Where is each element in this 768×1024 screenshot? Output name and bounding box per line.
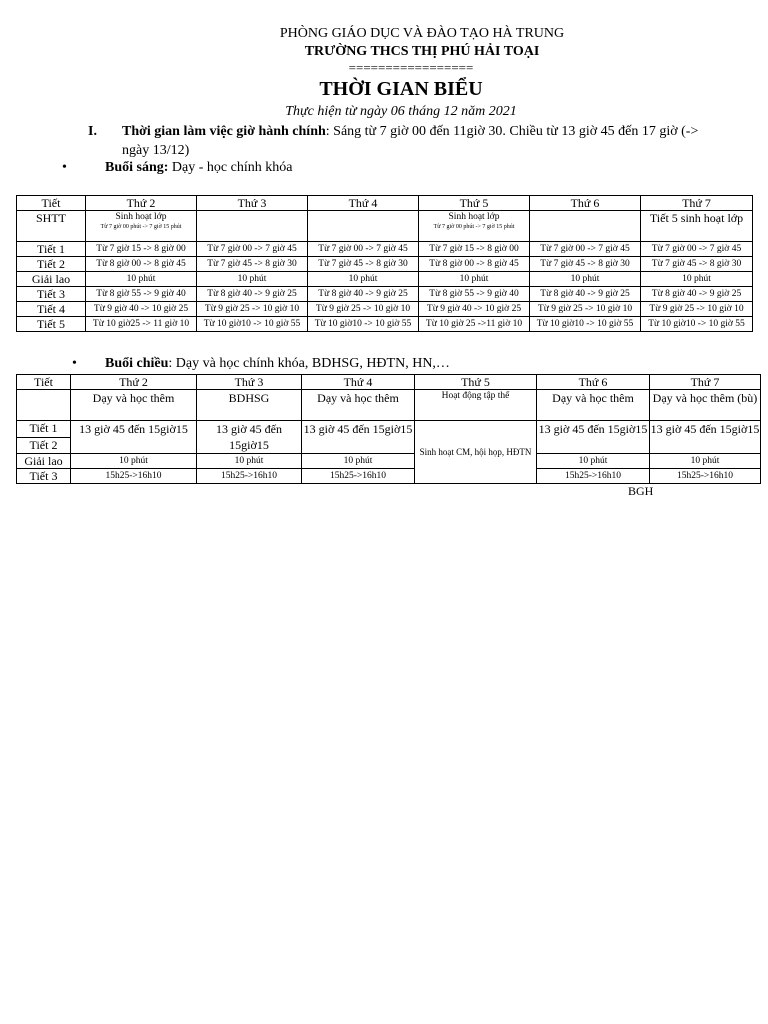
table-row	[17, 454, 761, 469]
table-cell: 10 phút	[308, 272, 419, 287]
subject-cell: Dạy và học thêm	[302, 390, 415, 421]
subject-row	[17, 390, 761, 421]
table-row	[17, 257, 753, 272]
table-cell: Từ 9 giờ 40 -> 10 giờ 25	[86, 302, 197, 317]
table-cell: 10 phút	[650, 454, 761, 469]
table-cell: Từ 8 giờ 55 -> 9 giờ 40	[419, 287, 530, 302]
table-cell: Từ 7 giờ 15 -> 8 giờ 00	[86, 242, 197, 257]
table-header-row	[17, 375, 761, 390]
header-cell: Thứ 6	[537, 375, 650, 390]
table-cell: Từ 8 giờ 55 -> 9 giờ 40	[86, 287, 197, 302]
row-label: Tiết 4	[17, 302, 86, 317]
time-cell: 13 giờ 45 đến 15giờ15	[71, 421, 197, 454]
table-cell	[86, 211, 197, 242]
page-subtitle: Thực hiện từ ngày 06 tháng 12 năm 2021	[285, 104, 517, 119]
table-cell: 10 phút	[419, 272, 530, 287]
table-cell: Từ 8 giờ 00 -> 8 giờ 45	[86, 257, 197, 272]
table-cell	[419, 211, 530, 242]
afternoon-label: Buổi chiều	[105, 356, 169, 371]
table-cell: 10 phút	[302, 454, 415, 469]
row-label: Tiết 2	[17, 437, 71, 454]
header-cell: Thứ 6	[530, 196, 641, 211]
table-cell	[641, 211, 753, 242]
table-cell: Từ 8 giờ 40 -> 9 giờ 25	[641, 287, 753, 302]
header-cell: Thứ 2	[71, 375, 197, 390]
row-label: Giải lao	[17, 272, 86, 287]
bullet-icon: •	[62, 160, 67, 175]
meeting-cell: Sinh hoạt CM, hội họp, HĐTN	[415, 421, 537, 484]
table-cell: Từ 8 giờ 40 -> 9 giờ 25	[308, 287, 419, 302]
table-cell	[308, 211, 419, 242]
header-cell: Tiết	[17, 196, 86, 211]
table-cell: Từ 9 giờ 25 -> 10 giờ 10	[197, 302, 308, 317]
table-cell: 10 phút	[197, 272, 308, 287]
header-cell: Thứ 4	[302, 375, 415, 390]
shtt-row	[17, 211, 753, 242]
class-activity-time: Từ 7 giờ 00 phút -> 7 giờ 15 phút	[100, 224, 182, 230]
section-office-hours	[88, 122, 728, 160]
row-label: Tiết 1	[17, 421, 71, 438]
table-cell: Từ 10 giờ 25 ->11 giờ 10	[419, 317, 530, 332]
table-cell: 10 phút	[197, 454, 302, 469]
row-label: Tiết 1	[17, 242, 86, 257]
table-cell: Từ 9 giờ 25 -> 10 giờ 10	[530, 302, 641, 317]
subject-cell: Dạy và học thêm	[71, 390, 197, 421]
table-cell	[197, 211, 308, 242]
row-label: Giải lao	[17, 454, 71, 469]
table-cell: 10 phút	[86, 272, 197, 287]
table-cell	[17, 390, 71, 421]
office-hours-detail: : Sáng từ 7 giờ 00 đến 11giờ 30. Chiều từ 13 giờ 45 đến 17 giờ (-> ngày 13/12)	[122, 124, 699, 158]
table-row	[17, 287, 753, 302]
header-cell: Thứ 5	[415, 375, 537, 390]
bullet-icon: •	[72, 356, 77, 371]
table-cell: 15h25->16h10	[650, 469, 761, 484]
header-cell: Thứ 3	[197, 196, 308, 211]
signature-label: BGH	[628, 484, 654, 498]
table-cell: Từ 10 giờ10 -> 10 giờ 55	[308, 317, 419, 332]
time-cell: 13 giờ 45 đến 15giờ15	[302, 421, 415, 454]
header-cell: Thứ 7	[650, 375, 761, 390]
morning-desc: Dạy - học chính khóa	[168, 160, 293, 175]
table-cell: Từ 7 giờ 45 -> 8 giờ 30	[197, 257, 308, 272]
table-cell: 10 phút	[537, 454, 650, 469]
class-activity-title: Sinh hoạt lớp	[448, 212, 500, 222]
table-cell: Từ 9 giờ 25 -> 10 giờ 10	[641, 302, 753, 317]
row-label: Tiết 3	[17, 469, 71, 484]
class-activity-note: Tiết 5 sinh hoạt lớp	[649, 211, 744, 225]
table-cell	[530, 211, 641, 242]
table-row	[17, 272, 753, 287]
table-cell: Từ 10 giờ10 -> 10 giờ 55	[530, 317, 641, 332]
table-cell: Từ 7 giờ 45 -> 8 giờ 30	[308, 257, 419, 272]
time-cell: 13 giờ 45 đến 15giờ15	[197, 421, 302, 454]
table-row	[17, 242, 753, 257]
table-cell: Từ 7 giờ 45 -> 8 giờ 30	[641, 257, 753, 272]
table-header-row	[17, 196, 753, 211]
subject-cell: Hoạt động tập thể	[415, 390, 537, 421]
table-row	[17, 421, 761, 438]
table-cell: Từ 9 giờ 25 -> 10 giờ 10	[308, 302, 419, 317]
table-cell: 10 phút	[530, 272, 641, 287]
table-cell: 10 phút	[641, 272, 753, 287]
subject-cell: BDHSG	[197, 390, 302, 421]
time-cell: 13 giờ 45 đến 15giờ15	[537, 421, 650, 454]
table-cell: 15h25->16h10	[302, 469, 415, 484]
class-activity-title: Sinh hoạt lớp	[115, 212, 167, 222]
header-cell: Thứ 3	[197, 375, 302, 390]
header-cell: Thứ 4	[308, 196, 419, 211]
table-cell: Từ 8 giờ 40 -> 9 giờ 25	[530, 287, 641, 302]
row-label: Tiết 5	[17, 317, 86, 332]
class-activity-time: Từ 7 giờ 00 phút -> 7 giờ 15 phút	[433, 224, 515, 230]
morning-timetable	[16, 195, 753, 332]
table-cell: Từ 9 giờ 40 -> 10 giờ 25	[419, 302, 530, 317]
header-cell: Thứ 5	[419, 196, 530, 211]
table-cell: Từ 7 giờ 00 -> 7 giờ 45	[197, 242, 308, 257]
page-title: THỜI GIAN BIỂU	[319, 78, 483, 100]
row-label: Tiết 3	[17, 287, 86, 302]
table-cell: 15h25->16h10	[537, 469, 650, 484]
time-cell: 13 giờ 45 đến 15giờ15	[650, 421, 761, 454]
header-cell: Tiết	[17, 375, 71, 390]
table-cell: Từ 7 giờ 00 -> 7 giờ 45	[530, 242, 641, 257]
table-row	[17, 302, 753, 317]
table-cell: Từ 7 giờ 00 -> 7 giờ 45	[641, 242, 753, 257]
table-cell: Từ 8 giờ 00 -> 8 giờ 45	[419, 257, 530, 272]
department-name: PHÒNG GIÁO DỤC VÀ ĐÀO TẠO HÀ TRUNG	[279, 26, 565, 41]
subject-cell: Dạy và học thêm	[537, 390, 650, 421]
table-cell: Từ 10 giờ10 -> 10 giờ 55	[197, 317, 308, 332]
table-cell: 10 phút	[71, 454, 197, 469]
row-label: Tiết 2	[17, 257, 86, 272]
table-cell: Từ 7 giờ 45 -> 8 giờ 30	[530, 257, 641, 272]
office-hours-text	[122, 122, 728, 160]
table-cell: 15h25->16h10	[197, 469, 302, 484]
header-cell: Thứ 2	[86, 196, 197, 211]
table-row	[17, 469, 761, 484]
morning-label: Buổi sáng:	[105, 160, 169, 175]
subject-cell: Dạy và học thêm (bù)	[650, 390, 761, 421]
table-cell: Từ 8 giờ 40 -> 9 giờ 25	[197, 287, 308, 302]
header-cell: Thứ 7	[641, 196, 753, 211]
table-cell: Từ 10 giờ25 -> 11 giờ 10	[86, 317, 197, 332]
school-name: TRƯỜNG THCS THỊ PHÚ HẢI TOẠI	[304, 44, 540, 59]
separator-line: =================	[348, 60, 474, 75]
afternoon-desc: : Dạy và học chính khóa, BDHSG, HĐTN, HN,…	[168, 356, 450, 371]
table-row	[17, 317, 753, 332]
section-number: I.	[88, 124, 97, 139]
afternoon-timetable	[16, 374, 761, 484]
row-label: SHTT	[17, 211, 86, 242]
office-hours-label: Thời gian làm việc giờ hành chính	[122, 124, 326, 139]
table-cell: Từ 7 giờ 15 -> 8 giờ 00	[419, 242, 530, 257]
table-cell: Từ 7 giờ 00 -> 7 giờ 45	[308, 242, 419, 257]
table-cell: 15h25->16h10	[71, 469, 197, 484]
table-cell: Từ 10 giờ10 -> 10 giờ 55	[641, 317, 753, 332]
